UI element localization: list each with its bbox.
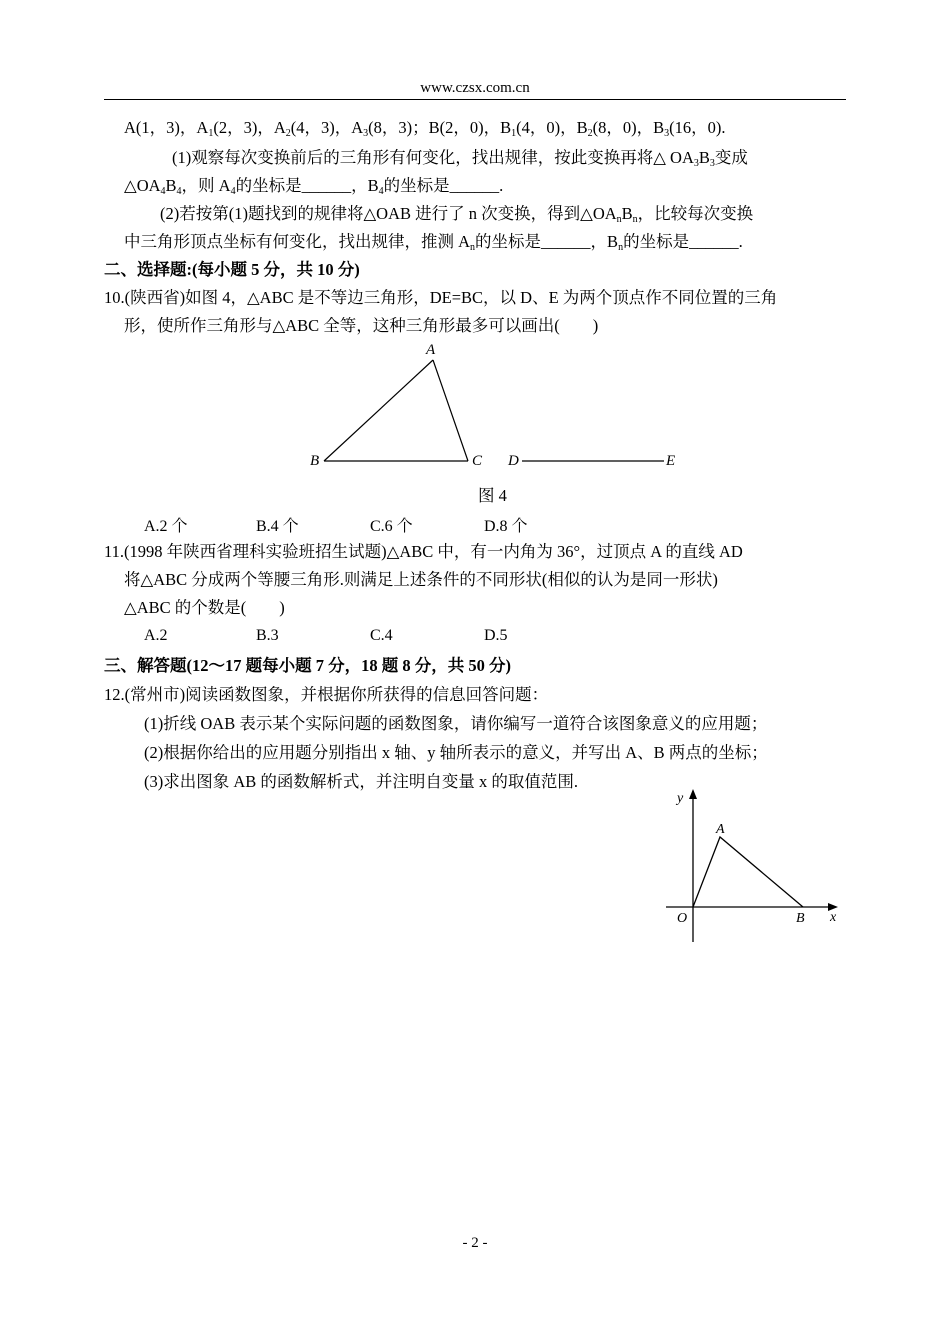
q11-choice-d: D.5 <box>484 627 508 644</box>
section2-title: 二、选择题:(每小题 5 分，共 10 分) <box>104 260 360 279</box>
q11-choice-a: A.2 <box>144 627 168 644</box>
q11-choice-c: C.4 <box>370 627 393 644</box>
graph-label-o: O <box>677 911 688 926</box>
graph-label-b: B <box>796 911 805 926</box>
q12-sub1: (1)折线 OAB 表示某个实际问题的函数图象，请你编写一道符合该图象意义的应用题； <box>144 714 768 733</box>
q10-line1: 10.(陕西省)如图 4，△ABC 是不等边三角形，DE=BC，以 D、E 为两个顶点作不同位置的三角 <box>104 288 778 307</box>
q9-part1-line1: (1)观察每次变换前后的三角形有何变化，找出规律，按此变换再将△ $OA_3B_3$变成 <box>172 148 748 169</box>
graph-label-a: A <box>716 822 725 837</box>
q10-choice-c: C.6 个 <box>370 518 413 535</box>
graph-label-x: x <box>830 910 837 925</box>
q10-choice-a: A.2 个 <box>144 518 188 535</box>
graph-label-y: y <box>677 791 684 806</box>
segment-ab <box>324 360 433 461</box>
polyline-oab <box>693 837 803 907</box>
q9-part2-line1: (2)若按第(1)题找到的规律将△OAB 进行了 n 次变换，得到$\triangle OA_nB_n$，比较每次变换 <box>160 204 754 225</box>
header-url: www.czsx.com.cn <box>420 80 530 96</box>
figure-4-caption: 图 4 <box>478 486 507 505</box>
q11-line1: 11.(1998 年陕西省理科实验班招生试题)△ABC 中，有一内角为 36°，过顶点 A 的直线 AD <box>104 542 743 561</box>
y-axis-arrow-icon <box>689 789 697 799</box>
figure-label-b: B <box>310 453 320 469</box>
q12-sub2: (2)根据你给出的应用题分别指出 x 轴、y 轴所表示的意义，并写出 A、B 两点的坐标； <box>144 743 768 762</box>
q12-sub3: (3)求出图象 AB 的函数解析式，并注明自变量 x 的取值范围. <box>144 772 579 791</box>
figure-label-c: C <box>472 453 483 469</box>
q10-choice-d: D.8 个 <box>484 518 528 535</box>
q11-line2: 将△ABC 分成两个等腰三角形.则满足上述条件的不同形状(相似的认为是同一形状) <box>124 570 718 589</box>
section3-title: 三、解答题(12～17 题每小题 7 分，18 题 8 分，共 50 分) <box>104 656 511 675</box>
page-number: - 2 - <box>462 1235 488 1251</box>
header-rule <box>104 99 846 100</box>
q11-choice-b: B.3 <box>256 627 279 644</box>
q9-part2-line2: 中三角形顶点坐标有何变化，找出规律，推测 $A_n$的坐标是______，$B_n$的坐标是______. <box>124 232 743 253</box>
q10-choice-b: B.4 个 <box>256 518 299 535</box>
q9-part1-line2: $\triangle OA_4B_4$，则 $A_4$的坐标是______，$B_4$的坐标是______. <box>124 176 504 197</box>
q9-points-line: A(1，3)，$A_1(2$，3)，$A_2(4$，3)，$A_3(8$，3)；B(2，0)，$B_1(4$，0)，$B_2(8$，0)，$B_3(16$，0). <box>124 118 726 139</box>
figure-label-d: D <box>508 453 519 469</box>
figure-label-e: E <box>666 453 676 469</box>
figure-label-a: A <box>426 342 436 358</box>
q10-line2: 形，使所作三角形与△ABC 全等，这种三角形最多可以画出( ) <box>124 316 599 335</box>
figure-4 <box>300 340 690 480</box>
function-graph <box>660 785 850 950</box>
q11-line3: △ABC 的个数是( ) <box>124 598 285 617</box>
segment-ac <box>433 360 468 461</box>
q12-line1: 12.(常州市)阅读函数图象，并根据你所获得的信息回答问题： <box>104 685 549 704</box>
